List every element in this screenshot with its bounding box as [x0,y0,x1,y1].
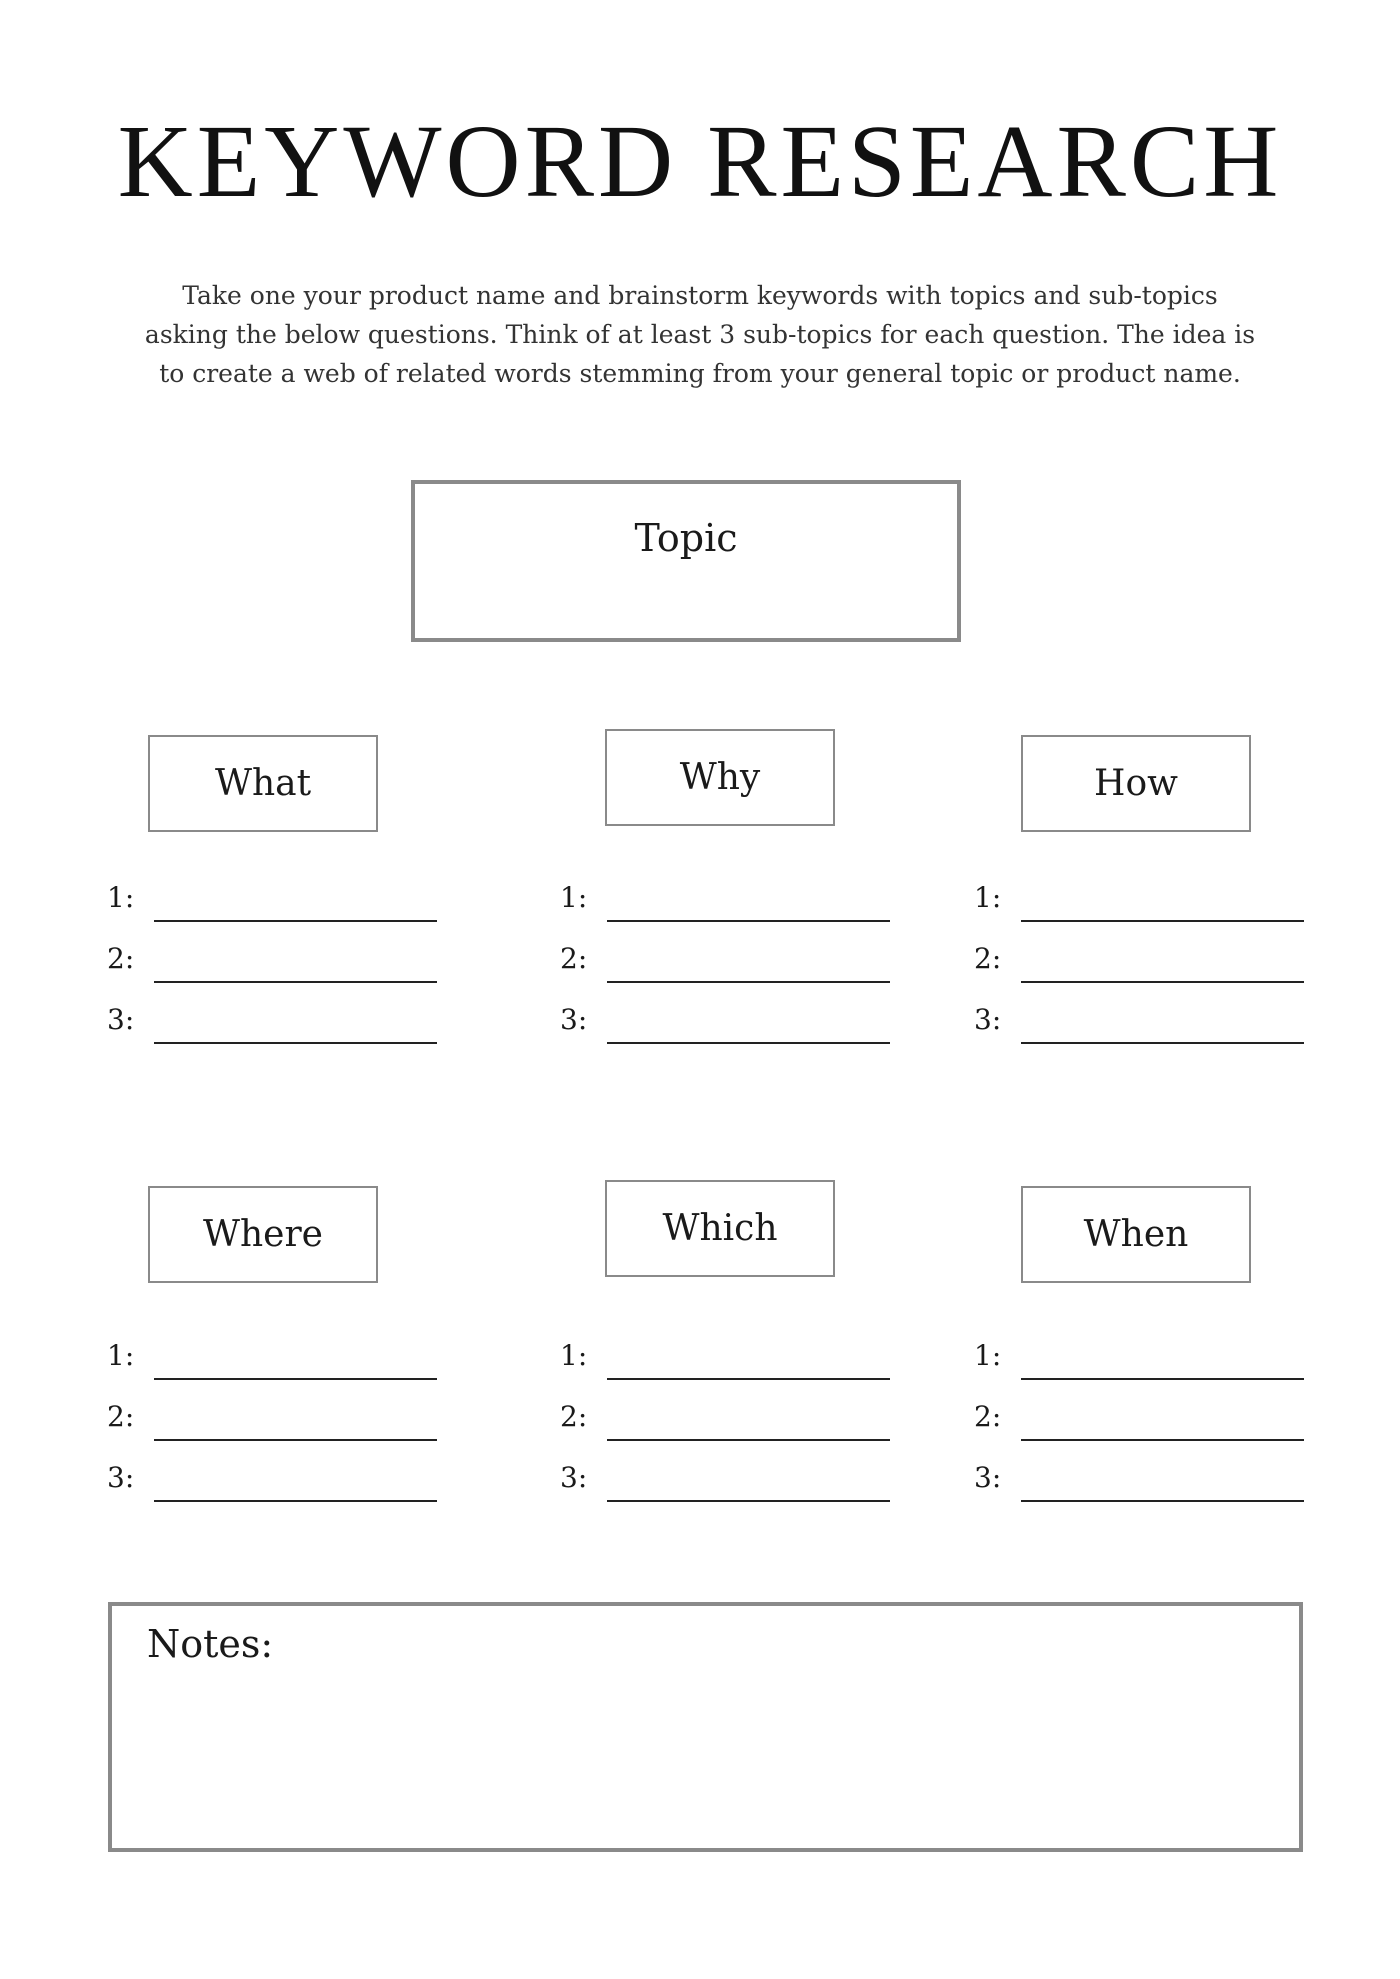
topic-box[interactable] [411,480,961,642]
answer-row[interactable] [107,1391,447,1441]
answer-line[interactable] [154,1042,437,1044]
answer-row[interactable] [560,1391,900,1441]
notes-box[interactable] [108,1602,1303,1852]
answer-row[interactable] [974,1391,1314,1441]
answer-row[interactable] [560,872,900,922]
question-label: Which [662,1208,778,1249]
answer-row[interactable] [974,872,1314,922]
answer-line[interactable] [607,1042,890,1044]
answer-number: 1: [560,881,588,914]
notes-label: Notes: [147,1622,274,1666]
answer-line[interactable] [154,1378,437,1380]
answer-row[interactable] [107,1452,447,1502]
answer-number: 3: [974,1003,1002,1036]
answer-number: 1: [107,1339,135,1372]
answer-number: 2: [974,1400,1002,1433]
question-box-where [148,1186,378,1283]
answer-line[interactable] [607,1500,890,1502]
answer-number: 1: [974,881,1002,914]
answer-number: 1: [974,1339,1002,1372]
answer-number: 2: [974,942,1002,975]
answer-line[interactable] [154,981,437,983]
answer-number: 2: [560,1400,588,1433]
answer-line[interactable] [1021,1500,1304,1502]
question-label: How [1094,763,1178,804]
page-title: KEYWORD RESEARCH [117,104,1283,219]
answer-number: 3: [107,1461,135,1494]
topic-label: Topic [634,516,738,560]
answer-number: 2: [107,1400,135,1433]
answer-row[interactable] [974,994,1314,1044]
question-box-why [605,729,835,826]
answer-number: 2: [107,942,135,975]
answer-line[interactable] [607,1439,890,1441]
question-label: When [1083,1214,1189,1255]
instructions-text [90,276,1310,393]
answer-row[interactable] [974,933,1314,983]
answer-number: 3: [560,1003,588,1036]
answer-row[interactable] [107,872,447,922]
answer-number: 3: [107,1003,135,1036]
answer-row[interactable] [560,994,900,1044]
answer-row[interactable] [107,994,447,1044]
answer-line[interactable] [607,920,890,922]
question-box-how [1021,735,1251,832]
answer-row[interactable] [560,933,900,983]
answer-number: 3: [560,1461,588,1494]
answer-row[interactable] [974,1452,1314,1502]
question-label: What [214,763,312,804]
answer-line[interactable] [607,1378,890,1380]
question-label: Why [679,757,761,798]
question-box-what [148,735,378,832]
answer-line[interactable] [1021,1378,1304,1380]
answer-line[interactable] [1021,1439,1304,1441]
answer-row[interactable] [560,1452,900,1502]
instructions-line: asking the below questions. Think of at least 3 sub-topics for each question. The idea is [144,320,1256,349]
answer-line[interactable] [154,1439,437,1441]
answer-line[interactable] [154,920,437,922]
answer-line[interactable] [1021,920,1304,922]
answer-row[interactable] [560,1330,900,1380]
instructions-line: Take one your product name and brainstorm keywords with topics and sub-topics [182,281,1218,310]
instructions-line: to create a web of related words stemming from your general topic or product name. [159,359,1241,388]
question-label: Where [202,1214,323,1255]
answer-number: 2: [560,942,588,975]
answer-number: 1: [560,1339,588,1372]
answer-row[interactable] [974,1330,1314,1380]
answer-number: 3: [974,1461,1002,1494]
question-box-when [1021,1186,1251,1283]
answer-line[interactable] [607,981,890,983]
answer-number: 1: [107,881,135,914]
answer-row[interactable] [107,1330,447,1380]
answer-line[interactable] [1021,1042,1304,1044]
question-box-which [605,1180,835,1277]
answer-line[interactable] [154,1500,437,1502]
answer-row[interactable] [107,933,447,983]
answer-line[interactable] [1021,981,1304,983]
